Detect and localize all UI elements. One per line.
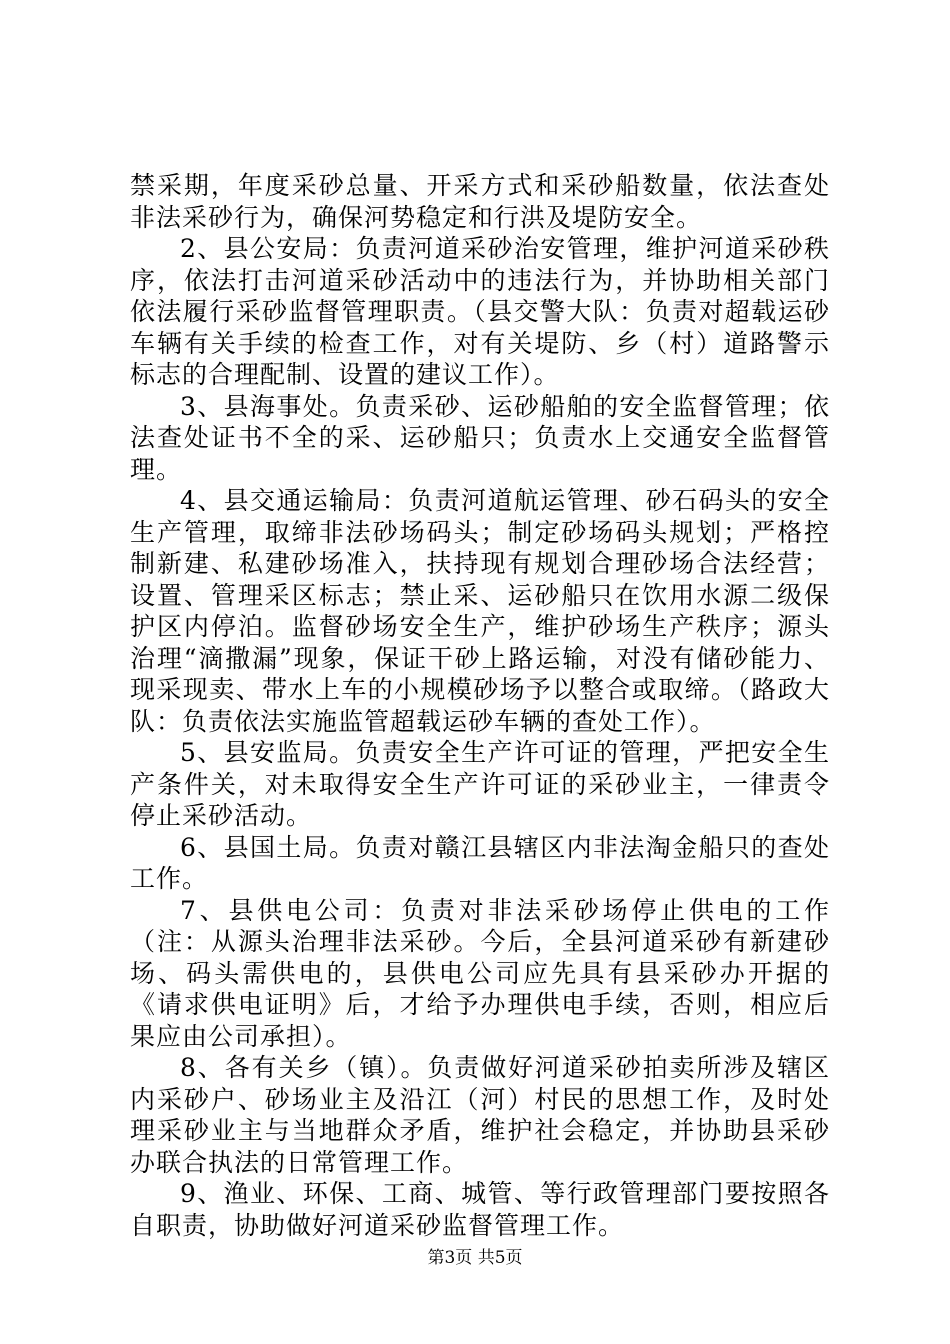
paragraph-continuation: 禁采期，年度采砂总量、开采方式和采砂船数量，依法查处非法采砂行为，确保河势稳定和行洪及堤防安全。	[130, 171, 830, 232]
paragraph-item-7: 7、县供电公司：负责对非法采砂场停止供电的工作（注：从源头治理非法采砂。今后，全县河道采砂有新建砂场、码头需供电的，县供电公司应先具有县采砂办开据的《请求供电证明》后，才给予办理供电手续，否则，相应后果应由公司承担）。	[130, 895, 830, 1051]
paragraph-item-9: 9、渔业、环保、工商、城管、等行政管理部门要按照各自职责，协助做好河道采砂监督管理工作。	[130, 1179, 830, 1240]
paragraph-item-4: 4、县交通运输局：负责河道航运管理、砂石码头的安全生产管理，取缔非法砂场码头；制定砂场码头规划；严格控制新建、私建砂场准入，扶持现有规划合理砂场合法经营；设置、管理采区标志；禁止采、运砂船只在饮用水源二级保护区内停泊。监督砂场安全生产，维护砂场生产秩序；源头治理“滴撒漏”现象，保证干砂上路运输，对没有储砂能力、现采现卖、带水上车的小规模砂场予以整合或取缔。（路政大队：负责依法实施监管超载运砂车辆的查处工作）。	[130, 486, 830, 736]
paragraph-item-8: 8、各有关乡（镇）。负责做好河道采砂拍卖所涉及辖区内采砂户、砂场业主及沿江（河）村民的思想工作，及时处理采砂业主与当地群众矛盾，维护社会稳定，并协助县采砂办联合执法的日常管理工作。	[130, 1053, 830, 1177]
paragraph-item-5: 5、县安监局。负责安全生产许可证的管理，严把安全生产条件关，对未取得安全生产许可证的采砂业主，一律责令停止采砂活动。	[130, 738, 830, 830]
paragraph-item-2: 2、县公安局：负责河道采砂治安管理，维护河道采砂秩序，依法打击河道采砂活动中的违法行为，并协助相关部门依法履行采砂监督管理职责。（县交警大队：负责对超载运砂车辆有关手续的检查工作，对有关堤防、乡（村）道路警示标志的合理配制、设置的建议工作）。	[130, 234, 830, 389]
page-number-footer: 第3页 共5页	[427, 1248, 523, 1268]
body-text	[130, 170, 830, 1241]
paragraph-item-3: 3、县海事处。负责采砂、运砂船舶的安全监督管理；依法查处证书不全的采、运砂船只；负责水上交通安全监督管理。	[130, 391, 830, 484]
paragraph-item-6: 6、县国土局。负责对赣江县辖区内非法淘金船只的查处工作。	[130, 832, 830, 893]
